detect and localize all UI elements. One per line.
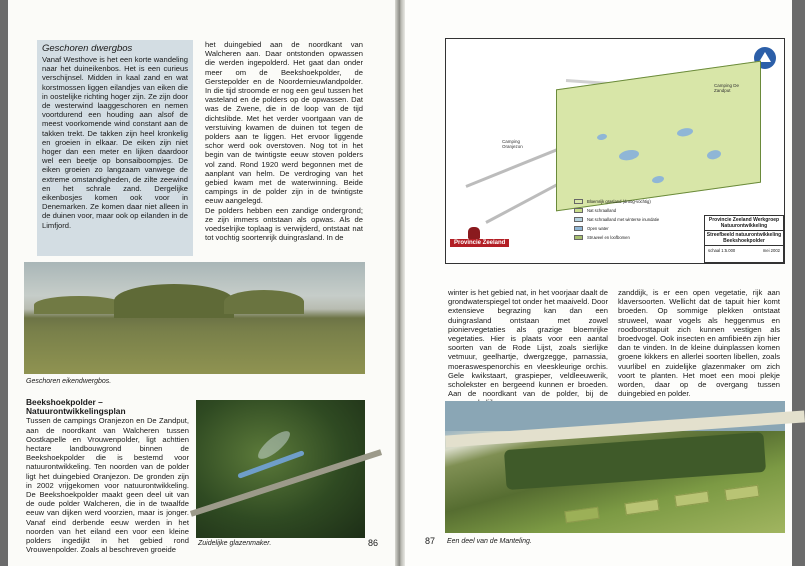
map-scale: schaal 1:5.000 <box>708 248 736 253</box>
page-number: 86 <box>368 538 379 548</box>
legend-label: Struweel en loofbomen <box>587 235 630 240</box>
map-pond <box>619 149 639 162</box>
oak-dwarf-forest-photo <box>24 262 365 374</box>
legend-swatch <box>574 217 583 222</box>
map-date: mei 2002 <box>762 248 780 253</box>
photo-dune <box>224 290 304 314</box>
body-column-left: winter is het gebied nat, in het voorjaar daalt de grondwaterspiegel tot onder het maaiveld. Door extensieve begrazing kan dan een duingrasland ontstaan met zowel pioniervegetaties als grazige bloemrijke vegetaties. Hier is plaats voor een aantal soorten van de Rode Lijst, zoals sierlijke vetmuur, geelhartje, dwergzegge, parnassia, moeraswespenorchis en vleeskleurige orchis. Gele kwikstaart, graspieper, veldleeuwerik, scholekster en bergeend kunnen er broeden. Aan de noordkant van de polder, bij de <box>448 288 608 399</box>
legend-label: Nat schraalland <box>587 208 617 213</box>
map-title: Streefbeeld natuurontwikkeling Beekshoekpolder <box>706 232 782 244</box>
legend-item <box>574 233 684 242</box>
photo-caption: Zuidelijke glazenmaker. <box>198 540 272 547</box>
photo-caption: Een deel van de Manteling. <box>447 538 532 545</box>
province-label: Provincie Zeeland <box>450 239 509 247</box>
photo-field <box>624 499 659 516</box>
body-column-top: het duingebied aan de noordkant van Walcheren aan. Daar ontstonden opwassen die werden ingepolderd. Het gaat dan onder meer om de Beekshoekpolder, de Gerstepolder en de Noordernieuwlandpolder. In die tijd stroomde er nog een geul tussen het vasteland en de polders op de opwassen. Dat was de Zwene, die in de loop van de tijd dichtslibde. Met het verder voortgaan van de verstuiving kwamen de duinen tot tegen de polders aan te liggen. Het ervoor liggende schor werd ook overstoven. Nog tot in het begin van de twintigste eeuw stoven polders vol zand. Rond 1920 werd begonnen met de aanplant van helm. De verdroging van het gebied kwam met de waterwinning. Beide campings in de polder zijn in de twintigste eeuw aangelegd. De polders hebben een zandige ondergrond; ze zijn immers ontstaan als opwas. Als de voedselrijke toplaag is verwijderd, ontstaat nat tot vochtig soortenrijk duingrasland. In de <box>205 40 363 243</box>
section-text: Tussen de campings Oranjezon en De Zandput, aan de noordkant van Walcheren tussen Oostkapelle en Vrouwenpolder, ligt achttien hectare landbouwgrond binnen de Beekshoekpolder die is bestemd voor natuurontwikkeling. Ten noorden van de polder ligt het duingebied Oranjezon. De gronden zijn in 2002 vrijgekomen voor natuurontwikkeling. De Beekshoekpolder maakt geen deel uit van de oude polder Walcheren, die in de twaalfde eeuw van dijken werd voorzien, maar is jonger. Vanaf eind derbende eeuw werden in het noorden van het eiland een voor een kleine polders ingedijkt in het gebied rond Vrouwenpolder. Zoals al beschreven groeide <box>26 416 189 555</box>
legend-label: Bloemrijk grasland (droog-vochtig) <box>587 199 651 204</box>
photo-dune <box>34 296 124 314</box>
map-meta <box>705 246 783 255</box>
left-page <box>8 0 395 566</box>
map-pond <box>597 133 607 140</box>
boxed-sidebar <box>37 40 193 256</box>
legend-swatch <box>574 235 583 240</box>
body-column-right: zanddijk, is er een open vegetatie, rijk aan klaversoorten. Wellicht dat de tapuit hier komt broeden. Op sommige plekken ontstaat struweel, waar vogels als heggenmus en roodborsttapuit zich kunnen vestigen als broedvogel. Ook insecten en amfibieën zijn hier dan te vinden. In de kleine duinplassen komen groene kikkers en allerlei soorten libellen, zoals vuurlibel en zuidelijke glazenmaker om zich voort te planten. Het moet een mooi plekje worden, daar op de overgang tussen duingebied en polder. <box>618 288 780 399</box>
legend-label: Open water <box>587 226 609 231</box>
photo-field <box>564 507 599 524</box>
legend-item <box>574 206 684 215</box>
sidebar-text: Vanaf Westhove is het een korte wandeling naar het duineikenbos. Het is een curieus verschijnsel. Midden in kaal zand en wat korstmossen liggen eilandjes van eiken die in oostelijke richting hoger zijn. Ze zijn door de westerwind laaggeschoren en nemen voortdurend een houding aan alsof de meest voorkomende wind constant aan de takken trekt. De takken zijn heel kronkelig en groeien in elkaar. De eiken zijn niet hoger dan een meter en lijken daardoor wel een beetje op bonsaiboompjes. De eiken groeien zo langzaam vanwege de extreme omstandigheden, de zilte zeewind en het schrale zand. Dergelijke eikenbosjes komen ook voor in Denemarken. Ze komen daar niet alleen in de duinen voor, maar ook op eilanden in de Limfjord. <box>42 55 188 230</box>
map-pond <box>707 149 721 160</box>
sidebar-title: Geschoren dwergbos <box>42 43 133 54</box>
map-pond <box>677 127 693 137</box>
legend-item <box>574 215 684 224</box>
legend-swatch <box>574 208 583 213</box>
development-map <box>445 38 785 264</box>
right-page <box>405 0 792 566</box>
map-label-camping-zandput: Camping De Zandput <box>714 83 740 93</box>
page-number: 87 <box>425 536 436 546</box>
legend-item <box>574 224 684 233</box>
province-crest-icon <box>468 227 480 239</box>
map-label-camping-oranjezon: Camping Oranjezon <box>502 139 523 149</box>
photo-dune <box>114 284 234 318</box>
aerial-photo <box>445 401 785 533</box>
book-spine <box>395 0 405 566</box>
photo-field <box>674 491 709 508</box>
map-org: Provincie Zeeland Werkgroep Natuurontwikkeling <box>705 216 783 231</box>
legend-label: Nat schraalland met winterse inundatie <box>587 217 660 222</box>
map-pond <box>652 175 664 184</box>
map-title-block <box>704 215 784 263</box>
map-legend <box>574 197 684 242</box>
legend-swatch <box>574 199 583 204</box>
section-beekshoekpolder <box>26 397 189 555</box>
legend-swatch <box>574 226 583 231</box>
photo-caption: Geschoren eikendwergbos. <box>26 378 112 385</box>
section-subheading: Natuurontwikkelingsplan <box>26 406 126 417</box>
section-heading: Beekshoekpolder – <box>26 397 103 407</box>
dragonfly-photo <box>196 400 365 538</box>
photo-field <box>724 485 759 502</box>
legend-item <box>574 197 684 206</box>
